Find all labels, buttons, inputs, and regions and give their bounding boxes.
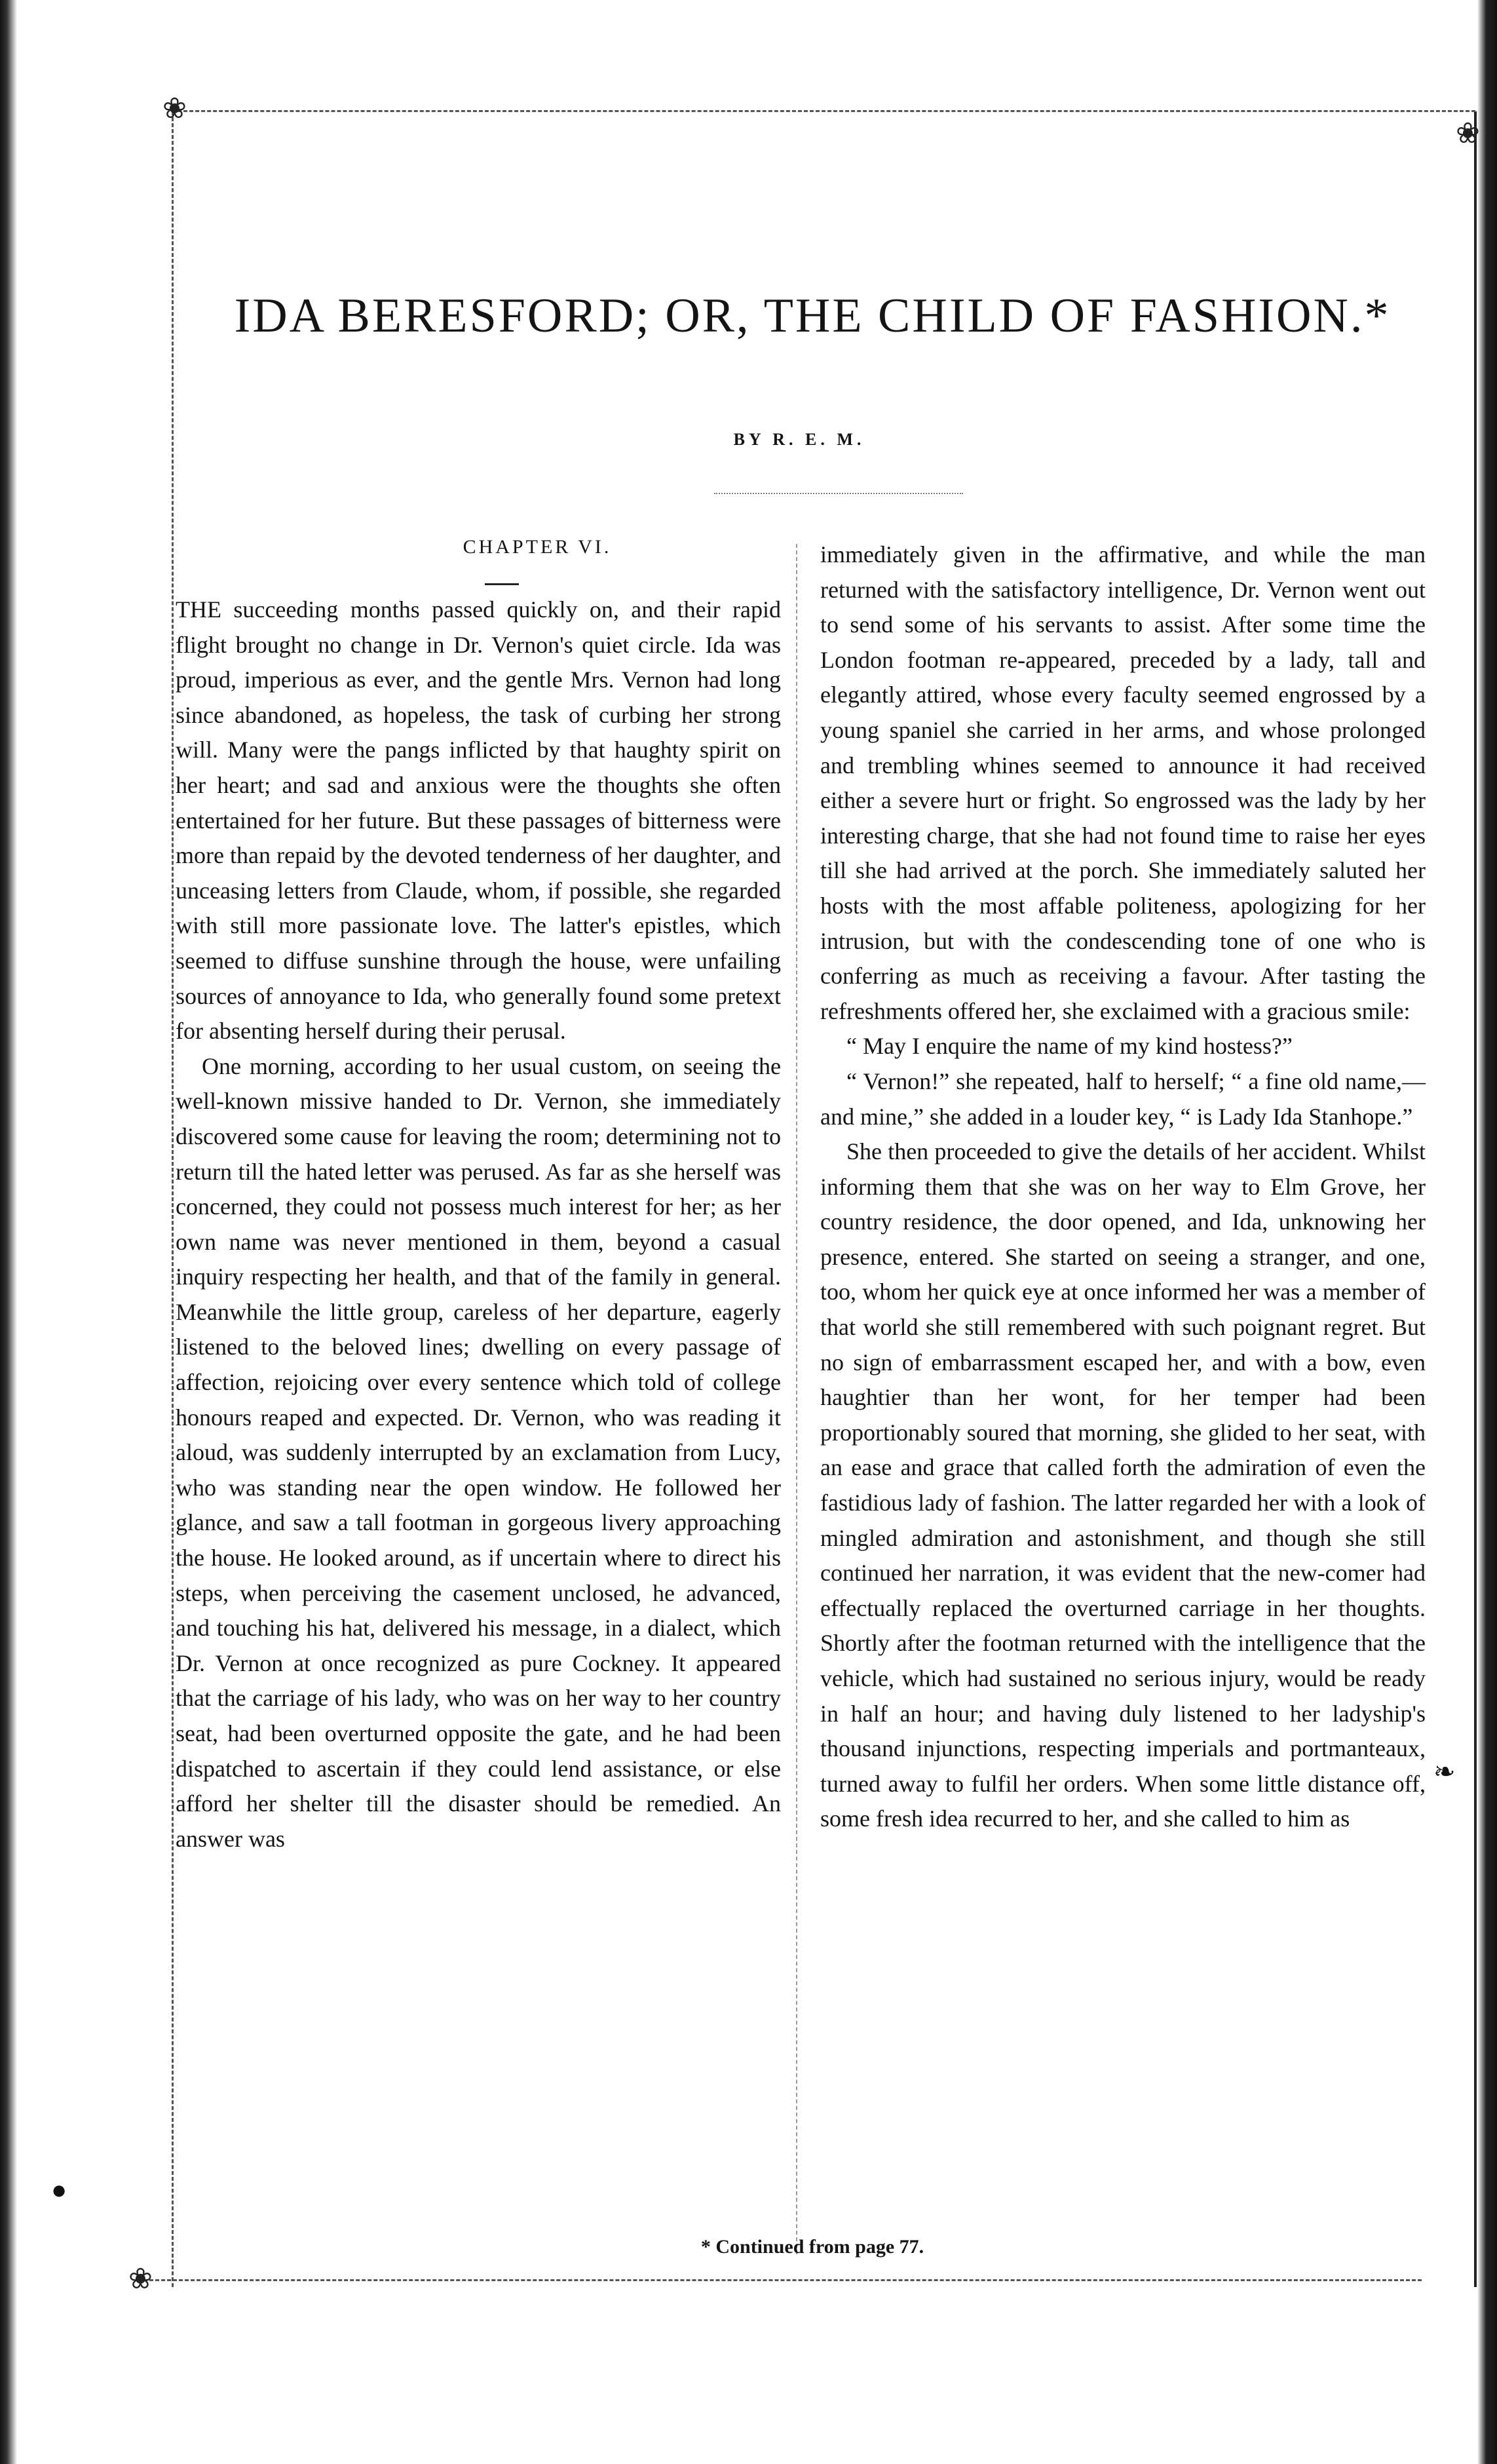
ornament-bottom-left-icon: ❀ bbox=[128, 2263, 153, 2295]
page-binding-edge-right bbox=[1477, 0, 1497, 2464]
paragraph: THE succeeding months passed quickly on, and their rapid flight brought no change in Dr. Vernon's quiet circle. Ida was proud, imperious as ever, and the gentle Mrs. Vernon had long since abandoned, as hopeless, the task of curbing her strong will. Many were the pangs inflicted by that haughty spirit on her heart; and sad and anxious were the thoughts she often entertained for her future. But these passages of bitterness were more than repaid by the devoted tenderness of her daughter, and unceasing letters from Claude, whom, if possible, she regarded with still more passionate love. The latter's epistles, which seemed to diffuse sunshine through the house, were unfailing sources of annoyance to Ida, who generally found some pretext for absenting herself during their perusal. bbox=[176, 596, 781, 1045]
ornament-top-left-icon: ❀ bbox=[162, 92, 187, 125]
margin-dot-icon: ● bbox=[51, 2175, 67, 2204]
continuation-footnote: * Continued from page 77. bbox=[700, 2236, 924, 2258]
article-title: IDA BERESFORD; OR, THE CHILD OF FASHION.* bbox=[234, 289, 1391, 343]
page-binding-edge-left bbox=[0, 0, 17, 2464]
paragraph: She then proceeded to give the details of her accident. Whilst informing them that she was on her way to Elm Grove, her country residence, the door opened, and Ida, unknowing her presence, entered. She started on seeing a stranger, and one, too, whom her quick eye at once informed her was a member of that world she still remembered with such poignant regret. But no sign of embarrassment escaped her, and with a bow, even haughtier than her wont, for her temper had been proportionably soured that morning, she glided to her seat, with an ease and grace that called forth the admiration of even the fastidious lady of fashion. The latter regarded her with a look of mingled admiration and astonishment, and though she still continued her narration, it was evident that the new-comer had effectually replaced the overturned carriage in her thoughts. Shortly after the footman returned with the intelligence that the vehicle, which had sustained no serious injury, would be ready in half an hour; and having duly listened to her ladyship's thousand injunctions, respecting imperials and portmanteaux, turned away to fulfil her orders. When some little distance off, some fresh idea recurred to her, and she called to him as bbox=[820, 1138, 1426, 1832]
paragraph: immediately given in the affirmative, and while the man returned with the satisfactory intelligence, Dr. Vernon went out to send some of his servants to assist. After some time the London footman re-appeared, preceded by a lady, tall and elegantly attired, whose every faculty seemed engrossed by a young spaniel she carried in her arms, and whose prolonged and trembling whines seemed to announce it had received either a severe hurt or fright. So engrossed was the lady by her interesting charge, that she had not found time to raise her eyes till she had arrived at the porch. She immediately saluted her hosts with the most affable politeness, apologizing for her intrusion, but with the condescending tone of one who is conferring as much as receiving a favour. After tasting the refreshments offered her, she exclaimed with a gracious smile: bbox=[820, 541, 1426, 1024]
ornament-top-right-icon: ❀ bbox=[1456, 117, 1480, 149]
paragraph: One morning, according to her usual custom, on seeing the well-known missive handed to Dr. Vernon, she immediately discovered some cause for leaving the room; determining not to return till the hated letter was perused. As far as she herself was concerned, they could not possess much interest for her; as her own name was never mentioned in them, beyond a casual inquiry respecting her health, and that of the family in general. Meanwhile the little group, careless of her departure, eagerly listened to the beloved lines; dwelling on every passage of affection, rejoicing over every sentence which told of college honours reaped and expected. Dr. Vernon, who was reading it aloud, was suddenly interrupted by an exclamation from Lucy, who was standing near the open window. He followed her glance, and saw a tall footman in gorgeous livery approaching the house. He looked around, as if uncertain where to direct his steps, when perceiving the casement unclosed, he advanced, and touching his hat, delivered his message, in a dialect, which Dr. Vernon at once recognized as pure Cockney. It appeared that the carriage of his lady, who was on her way to her country seat, had been overturned opposite the gate, and he had been dispatched to ascertain if they could lend assistance, or else afford her shelter till the disaster should be remedied. An answer was bbox=[176, 1052, 781, 1852]
chapter-dash bbox=[485, 583, 519, 585]
left-column bbox=[176, 592, 781, 1857]
frame-rule-bottom bbox=[138, 2279, 1422, 2281]
title-separator bbox=[714, 493, 963, 494]
paragraph: “ May I enquire the name of my kind hostess?” bbox=[846, 1033, 1293, 1060]
paragraph: “ Vernon!” she repeated, half to herself; “ a fine old name,—and mine,” she added in a louder key, “ is Lady Ida Stanhope.” bbox=[820, 1068, 1426, 1130]
author-byline: BY R. E. M. bbox=[733, 430, 865, 449]
margin-flourish-icon: ❧ bbox=[1433, 1757, 1456, 1786]
right-column bbox=[820, 537, 1426, 1837]
frame-rule-top bbox=[172, 110, 1475, 112]
chapter-heading: CHAPTER VI. bbox=[463, 536, 612, 558]
column-divider bbox=[796, 544, 797, 2254]
